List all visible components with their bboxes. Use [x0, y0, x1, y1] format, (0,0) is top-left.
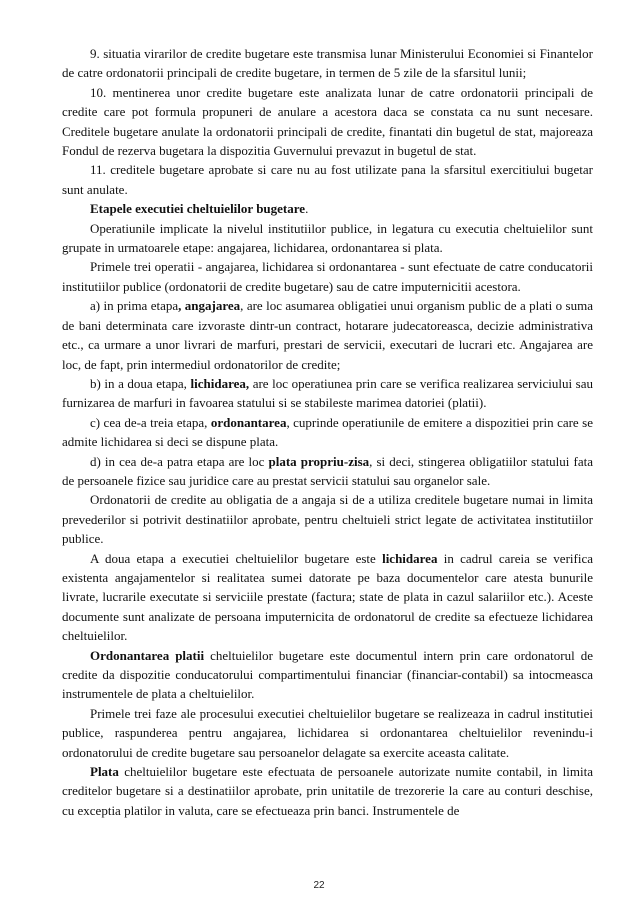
- text-run: b) in a doua etapa,: [90, 375, 191, 391]
- paragraph: [62, 374, 593, 413]
- bold-text: Ordonantarea platii: [90, 647, 205, 663]
- paragraph: [62, 490, 593, 548]
- paragraph: [62, 704, 593, 762]
- bold-text: plata propriu-zisa: [268, 453, 370, 469]
- text-run: Ordonatorii de credite au obligatia de a angaja si de a utiliza creditele bugetare numai in limita prevederilor si potrivit destinatiilor aprobate, pentru cheltuieli strict legate de activitatea institutiilor publice.: [62, 492, 593, 547]
- text-run: Primele trei operatii - angajarea, lichidarea si ordonantarea - sunt efectuate de catre conducatorii institutiilor publice (ordonatorii de credite bugetare) sau de catre imputernicitii acestora.: [62, 259, 593, 294]
- text-run: Primele trei faze ale procesului executiei cheltuielilor bugetare se realizeaza in cadrul institutiei publice, raspunderea pentru angajarea, lichidarea si ordonantarea cheltuielilor revenindu-i ordonatorului de credite bugetare sau persoanelor delagate sa exercite aceasta calitate.: [62, 705, 593, 760]
- bold-text: , angajarea: [178, 298, 241, 314]
- paragraph: [62, 549, 593, 646]
- paragraph: [62, 257, 593, 296]
- text-run: a) in prima etapa: [90, 298, 179, 314]
- paragraph: [62, 646, 593, 704]
- text-run: , cuprinde operatiunile de emitere a dispozitiei prin care se admite lichidarea si deci se dispune plata.: [62, 414, 593, 450]
- paragraph: [62, 44, 593, 83]
- paragraph: [62, 413, 593, 452]
- paragraph: [62, 452, 593, 491]
- text-run: cheltuielilor bugetare este documentul intern prin care ordonatorul de credite da dispozitie conducatorului compartimentului financiar (financiar-contabil) sa intocmeasca instrumentele de plata a cheltuielilor.: [62, 647, 593, 702]
- text-run: in cadrul careia se verifica existenta angajamentelor si realitatea sumei datorate pe baza documentelor care atesta bunurile livrate, lucrarile executate si serviciile prestate (factura; state de plata in cazul salariilor etc.). Aceste documente sunt analizate de persoana imputernicita de ordonatorul de credite sa efectueze lichidarea cheltuielilor.: [62, 550, 593, 644]
- text-run: c) cea de-a treia etapa,: [90, 414, 211, 430]
- page-number: 22: [313, 880, 325, 891]
- paragraph: [62, 762, 593, 820]
- text-run: 10. mentinerea unor credite bugetare este analizata lunar de catre ordonatorii principali de credite care pot formula propuneri de anulare a acestora daca se constata ca nu sunt necesare. Creditele bugetare anulate la ordonatorii principali de credite, finantati din bugetul de stat, majoreaza Fondul de rezerva bugetara la dispozitia Guvernului prevazut in bugetul de stat.: [62, 84, 593, 159]
- bold-text: lichidarea,: [190, 375, 250, 391]
- bold-text: lichidarea: [382, 550, 438, 566]
- paragraph: [62, 296, 593, 374]
- text-run: are loc operatiunea prin care se verifica realizarea serviciului sau furnizarea de marfuri in favoarea statului si se stabileste marimea datoriei (platii).: [62, 375, 593, 411]
- paragraph: [62, 83, 593, 161]
- bold-text: Plata: [90, 764, 119, 780]
- text-run: d) in cea de-a patra etapa are loc: [90, 453, 269, 469]
- bold-text: Etapele executiei cheltuielilor bugetare: [90, 201, 306, 217]
- bold-text: ordonantarea: [210, 414, 287, 430]
- text-run: A doua etapa a executiei cheltuielilor bugetare este: [90, 550, 383, 566]
- paragraph: [62, 219, 593, 258]
- text-run: 9. situatia virarilor de credite bugetare este transmisa lunar Ministerului Economiei si Finantelor de catre ordonatorii principali de credite bugetare, in termen de 5 zile de la sfarsitul lunii;: [62, 46, 593, 81]
- text-run: , si deci, stingerea obligatiilor statului fata de persoanele fizice sau juridice care au prestat servicii statului sau organelor sale.: [62, 453, 593, 488]
- document-page: [62, 44, 593, 820]
- text-run: Operatiunile implicate la nivelul institutiilor publice, in legatura cu executia cheltuielilor sunt grupate in urmatoarele etape: angajarea, lichidarea, ordonantarea si plata.: [62, 220, 593, 256]
- paragraph: [62, 199, 593, 218]
- paragraph: [62, 160, 593, 199]
- text-run: .: [305, 201, 309, 217]
- text-run: , are loc asumarea obligatiei unui organism public de a plati o suma de bani determinata care izvoraste dintr-un contract, hotarare judecatoreasca, decizie administrativa etc., ca urmare a unor livrari de marfuri, prestari de servicii, executari de lucrari etc. Angajarea are loc, de fapt, prin intermediul ordonatorilor de credite;: [62, 298, 593, 372]
- text-run: 11. creditele bugetare aprobate si care nu au fost utilizate pana la sfarsitul exercitiului bugetar sunt anulate.: [62, 162, 593, 197]
- text-run: cheltuielilor bugetare este efectuata de persoanele autorizate numite contabil, in limita creditelor bugetare si a destinatiilor aprobate, prin unitatile de trezorerie la care au conturi deschise, cu exceptia platilor in valuta, care se efectueaza prin banci. Instrumentele de: [62, 764, 593, 818]
